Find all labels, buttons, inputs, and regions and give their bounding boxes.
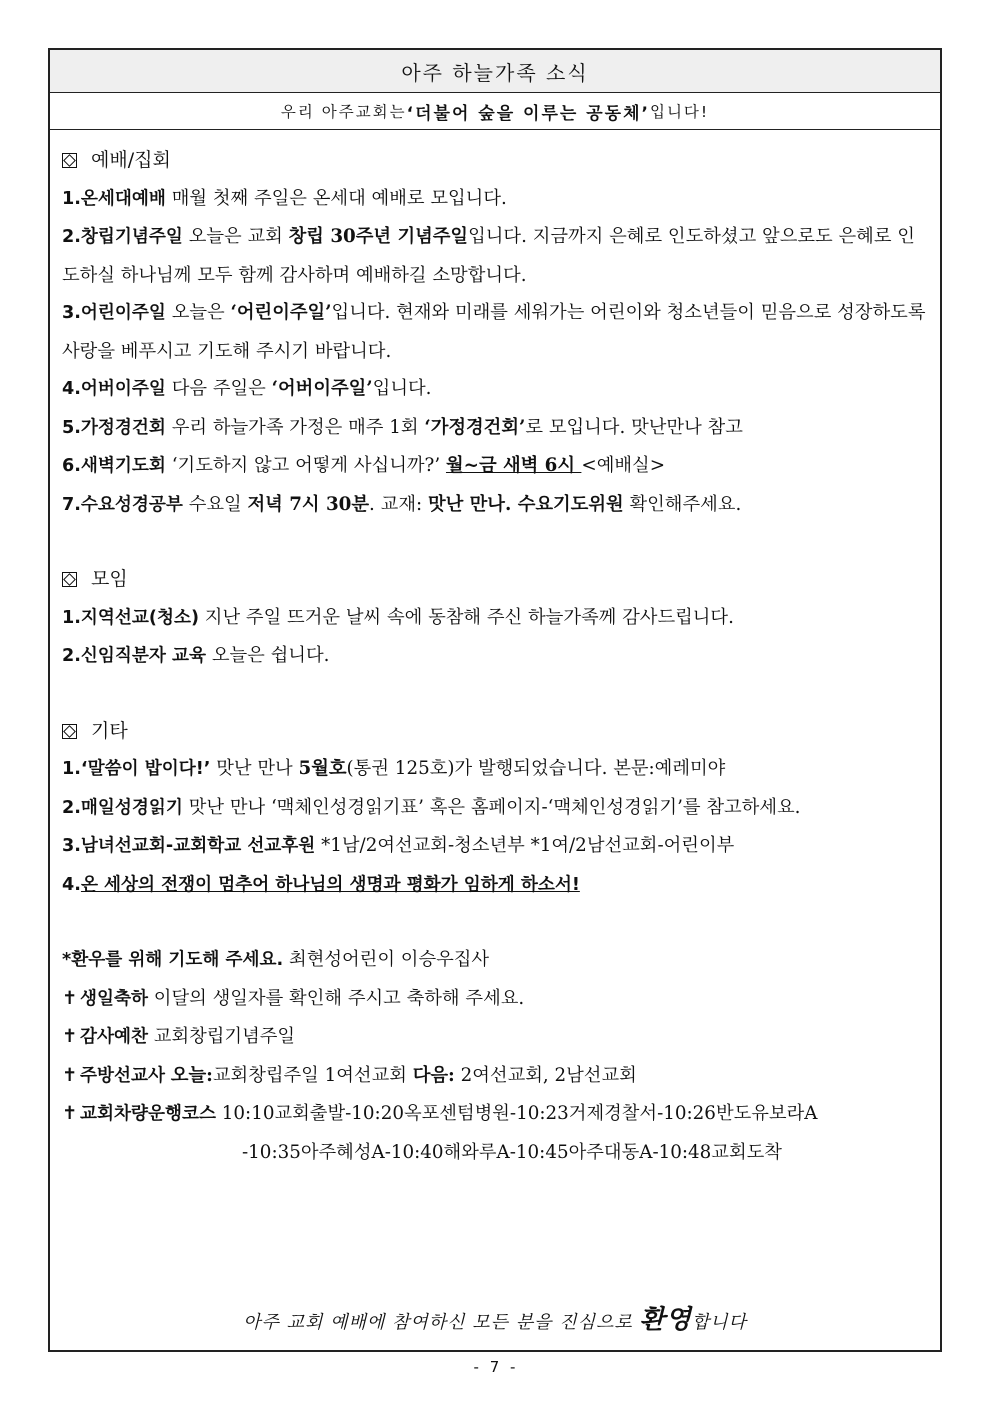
item-lead: 2.매일성경읽기 bbox=[62, 797, 183, 818]
diamond-box-icon bbox=[62, 724, 77, 739]
item-bold: 저녁 7시 30분 bbox=[247, 493, 370, 515]
list-item bbox=[62, 827, 930, 866]
item-bold: ‘어버이주일’ bbox=[271, 378, 373, 399]
diamond-box-icon bbox=[62, 572, 77, 587]
item-text: 오늘은 교회 bbox=[182, 226, 289, 247]
prayer-notice bbox=[62, 941, 930, 980]
item-text: 이달의 생일자를 확인해 주시고 축하해 주세요. bbox=[147, 987, 525, 1009]
item-text: 입니다. bbox=[372, 378, 432, 399]
missionary-notice bbox=[62, 1057, 930, 1096]
list-item bbox=[62, 409, 930, 448]
section-heading-etc bbox=[62, 713, 930, 751]
item-text: 맛난 만나 ‘맥체인성경읽기표’ 혹은 홈페이지-‘맥체인성경읽기’를 참고하세요. bbox=[182, 796, 801, 818]
list-item bbox=[62, 599, 930, 638]
next-label: 다음: bbox=[412, 1064, 455, 1086]
cross-icon: ✝ bbox=[62, 1026, 78, 1047]
item-text: 2여선교회, 2남선교회 bbox=[454, 1064, 637, 1086]
motto-prefix: 우리 아주교회는 bbox=[280, 103, 407, 121]
item-text: 다음 주일은 bbox=[165, 378, 272, 399]
item-bold: 창립 30주년 기념주일 bbox=[288, 226, 469, 247]
item-bold: 5월호 bbox=[298, 758, 347, 779]
item-bold: ‘가정경건회’ bbox=[424, 416, 526, 438]
list-item bbox=[62, 370, 930, 409]
item-text: 수요일 bbox=[182, 493, 248, 515]
item-text: . 교재: bbox=[369, 493, 428, 515]
list-item bbox=[62, 218, 930, 294]
item-text: 지난 주일 뜨거운 날씨 속에 동참해 주신 하늘가족께 감사드립니다. bbox=[198, 606, 734, 628]
item-bold: ‘어린이주일’ bbox=[230, 302, 332, 323]
section-title: 기타 bbox=[91, 719, 128, 742]
motto-banner bbox=[50, 93, 940, 130]
bus-route-line2: -10:35아주혜성A-10:40해와루A-10:45아주대동A-10:48교회도착 bbox=[242, 1141, 782, 1163]
item-lead: 3.어린이주일 bbox=[62, 303, 166, 323]
list-item bbox=[62, 750, 930, 789]
item-lead: 2.창립기념주일 bbox=[62, 227, 183, 247]
section-title: 예배/집회 bbox=[91, 149, 171, 171]
today-label: 오늘: bbox=[170, 1064, 213, 1086]
section-heading-meeting bbox=[62, 561, 930, 599]
content bbox=[50, 130, 940, 1171]
item-text: 확인해주세요. bbox=[623, 493, 742, 515]
item-text: (통권 125호)가 발행되었습니다. 본문:예레미야 bbox=[346, 758, 726, 779]
item-text: 맛난 만나 bbox=[210, 758, 299, 779]
page-title: 아주 하늘가족 소식 bbox=[50, 50, 940, 93]
item-text: 오늘은 쉽니다. bbox=[206, 645, 330, 666]
item-text: *1남/2여선교회-청소년부 *1여/2남선교회-어린이부 bbox=[315, 835, 735, 856]
section-heading-worship bbox=[62, 142, 930, 180]
item-text: <예배실> bbox=[581, 455, 666, 476]
footer-emphasis: 환영 bbox=[639, 1305, 692, 1335]
list-item bbox=[62, 486, 930, 525]
item-text: 입니다. 지금까지 은혜로 인도하셨고 앞으로도 은혜로 인도하실 하나님께 모두 함께 감사하며 예배하길 소망합니다. bbox=[62, 226, 915, 286]
item-lead: 1.지역선교(청소) bbox=[62, 607, 199, 628]
list-item bbox=[62, 180, 930, 219]
item-underlined: 온 세상의 전쟁이 멈추어 하나님의 생명과 평화가 임하게 하소서! bbox=[80, 874, 580, 895]
item-text: ‘기도하지 않고 어떻게 사십니까?’ bbox=[165, 455, 446, 476]
item-text: 교회창립기념주일 bbox=[147, 1026, 296, 1047]
item-lead: 7.수요성경공부 bbox=[62, 494, 183, 515]
list-item bbox=[62, 637, 930, 676]
motto-suffix: 입니다! bbox=[649, 103, 710, 121]
motto-bold: ‘더불어 숲을 이루는 공동체’ bbox=[406, 103, 650, 124]
cross-icon: ✝ bbox=[62, 1064, 78, 1086]
diamond-box-icon bbox=[62, 153, 77, 168]
item-text: 로 모입니다. 맛난만나 참고 bbox=[525, 416, 743, 438]
item-lead: 4.어버이주일 bbox=[62, 379, 166, 399]
bus-route-notice bbox=[62, 1095, 930, 1134]
item-lead: 4. bbox=[62, 874, 81, 895]
item-lead: 1.‘말씀이 밥이다!’ bbox=[62, 759, 211, 779]
thanks-notice bbox=[62, 1018, 930, 1057]
item-lead: 6.새벽기도회 bbox=[62, 456, 166, 476]
item-lead: 주방선교사 bbox=[80, 1065, 165, 1086]
item-lead: 5.가정경건회 bbox=[62, 417, 166, 438]
item-lead: 1.온세대예배 bbox=[62, 188, 166, 209]
list-item bbox=[62, 789, 930, 828]
item-text: 우리 하늘가족 가정은 매주 1회 bbox=[165, 416, 425, 438]
item-lead: 3.남녀선교회-교회학교 선교후원 bbox=[62, 836, 316, 856]
cross-icon: ✝ bbox=[62, 1103, 78, 1124]
item-lead: 교회차량운행코스 bbox=[80, 1104, 216, 1124]
list-item bbox=[62, 447, 930, 486]
item-lead: 생일축하 bbox=[80, 988, 148, 1009]
item-lead: 감사예찬 bbox=[80, 1027, 148, 1047]
item-lead: *환우를 위해 기도해 주세요. bbox=[62, 950, 284, 970]
footer-text: 아주 교회 예배에 참여하신 모든 분을 진심으로 bbox=[243, 1312, 640, 1333]
item-underlined: 월~금 새벽 6시 bbox=[445, 455, 582, 476]
item-text: 교회창립주일 1여선교회 bbox=[212, 1064, 413, 1086]
item-text: 오늘은 bbox=[165, 302, 231, 323]
page-number: - 7 - bbox=[473, 1358, 519, 1376]
item-text: 매월 첫째 주일은 온세대 예배로 모입니다. bbox=[165, 187, 507, 209]
list-item bbox=[62, 866, 930, 905]
bus-route-line1: 10:10교회출발-10:20옥포센텀병원-10:23거제경찰서-10:26반도유보라A bbox=[215, 1103, 818, 1124]
section-title: 모임 bbox=[91, 568, 128, 590]
footer-text: 합니다 bbox=[691, 1312, 747, 1333]
list-item bbox=[62, 294, 930, 370]
item-text: 입니다. 현재와 미래를 세워가는 어린이와 청소년들이 믿음으로 성장하도록 사랑을 베푸시고 기도해 주시기 바랍니다. bbox=[62, 302, 926, 362]
item-lead: 2.신임직분자 교육 bbox=[62, 646, 207, 666]
newsletter-frame bbox=[48, 48, 942, 1352]
welcome-footer bbox=[50, 1299, 940, 1336]
item-text: 최현성어린이 이승우집사 bbox=[283, 949, 490, 970]
item-bold: 맛난 만나. 수요기도위원 bbox=[427, 493, 624, 515]
cross-icon: ✝ bbox=[62, 987, 78, 1009]
birthday-notice bbox=[62, 980, 930, 1019]
